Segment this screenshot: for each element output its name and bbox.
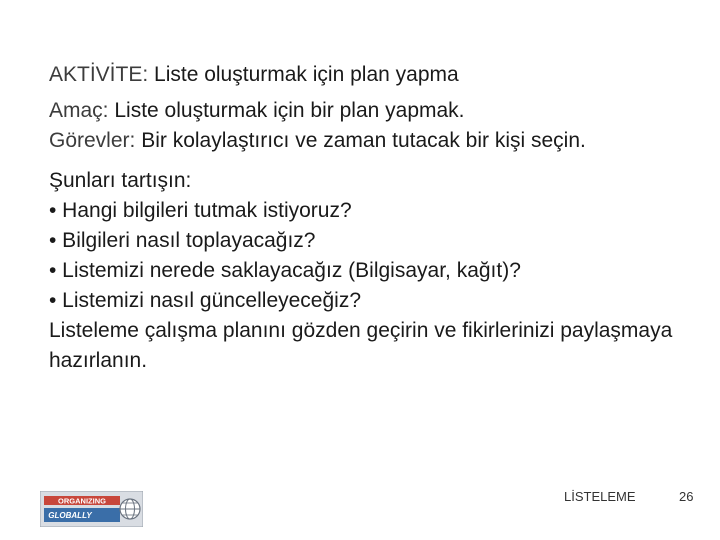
bullet-item: • Listemizi nasıl güncelleyeceğiz? [49, 289, 362, 312]
tasks-text: Bir kolaylaştırıcı ve zaman tutacak bir kişi seçin. [135, 129, 586, 152]
logo-line2: GLOBALLY [48, 511, 92, 520]
logo-line1: ORGANIZING [58, 496, 106, 506]
goal-line [49, 96, 689, 126]
organizing-globally-logo [40, 491, 143, 527]
bullet-item: • Listemizi nerede saklayacağız (Bilgisayar, kağıt)? [49, 259, 521, 282]
bullet-item: • Hangi bilgileri tutmak istiyoruz? [49, 199, 352, 222]
activity-line [49, 60, 689, 90]
activity-text: Liste oluşturmak için plan yapma [148, 63, 459, 86]
discuss-intro: Şunları tartışın: [49, 169, 192, 192]
closing-text: Listeleme çalışma planını gözden geçirin ve fikirlerinizi paylaşmaya hazırlanın. [49, 319, 673, 372]
goal-prefix: Amaç: [49, 99, 109, 122]
tasks-prefix: Görevler: [49, 129, 136, 152]
footer-label: LİSTELEME [564, 489, 636, 504]
goal-text: Liste oluşturmak için bir plan yapmak. [108, 99, 465, 122]
activity-prefix: AKTİVİTE: [49, 63, 149, 86]
slide-body [49, 60, 689, 376]
page-number: 26 [679, 489, 694, 504]
bullet-item: • Bilgileri nasıl toplayacağız? [49, 229, 316, 252]
tasks-line [49, 126, 689, 156]
globe-icon [120, 499, 140, 519]
